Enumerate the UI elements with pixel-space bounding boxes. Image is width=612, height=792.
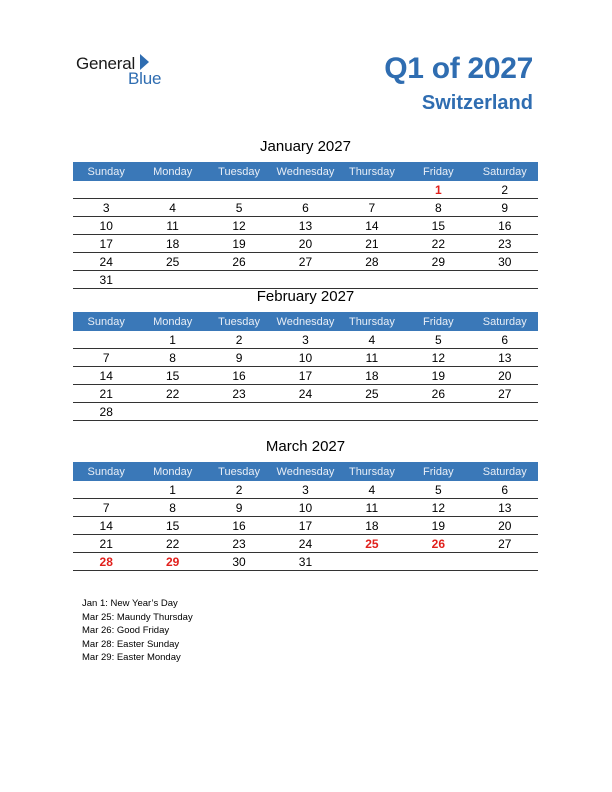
day-cell: 21	[73, 535, 139, 553]
day-cell	[339, 403, 405, 421]
holiday-note: Mar 29: Easter Monday	[82, 652, 181, 664]
day-cell: 6	[472, 481, 538, 499]
day-cell: 10	[272, 499, 338, 517]
day-cell	[339, 181, 405, 199]
day-cell: 1	[405, 181, 471, 199]
day-cell: 6	[472, 331, 538, 349]
week-row	[73, 271, 538, 289]
week-row	[73, 481, 538, 499]
day-cell	[73, 481, 139, 499]
week-row	[73, 385, 538, 403]
day-cell	[139, 271, 205, 289]
weekday-header-row	[73, 312, 538, 331]
day-cell: 7	[339, 199, 405, 217]
holiday-note: Mar 28: Easter Sunday	[82, 638, 180, 650]
day-cell	[73, 331, 139, 349]
month-january	[73, 137, 538, 289]
day-cell: 3	[272, 331, 338, 349]
day-cell: 3	[272, 481, 338, 499]
day-cell: 12	[206, 217, 272, 235]
week-row	[73, 253, 538, 271]
weekday-header: Thursday	[339, 312, 405, 331]
page-title: Q1 of 2027	[384, 52, 533, 85]
week-row	[73, 403, 538, 421]
weekday-header: Sunday	[73, 462, 139, 481]
holiday-note: Mar 26: Good Friday	[82, 625, 170, 637]
week-row	[73, 199, 538, 217]
day-cell: 11	[339, 349, 405, 367]
day-cell: 11	[139, 217, 205, 235]
weekday-header: Friday	[405, 462, 471, 481]
week-row	[73, 181, 538, 199]
day-cell: 29	[139, 553, 205, 571]
week-row	[73, 553, 538, 571]
week-row	[73, 235, 538, 253]
month-title: February 2027	[256, 288, 355, 305]
day-cell: 13	[472, 349, 538, 367]
day-cell: 9	[472, 199, 538, 217]
weekday-header: Tuesday	[206, 462, 272, 481]
day-cell: 17	[272, 517, 338, 535]
logo-blue-text: Blue	[128, 69, 162, 88]
day-cell: 14	[339, 217, 405, 235]
weekday-header: Thursday	[339, 462, 405, 481]
weekday-header: Monday	[139, 462, 205, 481]
week-row	[73, 331, 538, 349]
month-february	[73, 287, 538, 421]
day-cell: 4	[339, 481, 405, 499]
day-cell	[272, 403, 338, 421]
day-cell: 25	[339, 385, 405, 403]
week-row	[73, 349, 538, 367]
day-cell: 3	[73, 199, 139, 217]
holiday-note: Mar 25: Maundy Thursday	[82, 611, 193, 623]
day-cell	[405, 553, 471, 571]
weekday-header: Friday	[405, 162, 471, 181]
day-cell	[339, 271, 405, 289]
day-cell: 19	[405, 367, 471, 385]
day-cell: 17	[73, 235, 139, 253]
day-cell: 31	[73, 271, 139, 289]
day-cell: 10	[73, 217, 139, 235]
day-cell: 9	[206, 499, 272, 517]
day-cell: 15	[139, 517, 205, 535]
day-cell: 8	[405, 199, 471, 217]
day-cell: 1	[139, 481, 205, 499]
day-cell: 18	[339, 367, 405, 385]
month-title: March 2027	[265, 438, 346, 455]
day-cell: 21	[339, 235, 405, 253]
day-cell: 15	[405, 217, 471, 235]
day-cell: 27	[472, 385, 538, 403]
weekday-header: Wednesday	[272, 162, 338, 181]
day-cell: 26	[405, 535, 471, 553]
day-cell: 13	[272, 217, 338, 235]
day-cell	[139, 181, 205, 199]
holiday-notes	[82, 597, 193, 665]
day-cell: 15	[139, 367, 205, 385]
day-cell	[272, 181, 338, 199]
day-cell: 1	[139, 331, 205, 349]
day-cell: 28	[339, 253, 405, 271]
day-cell: 8	[139, 349, 205, 367]
day-cell: 24	[272, 385, 338, 403]
day-cell: 8	[139, 499, 205, 517]
day-cell	[405, 403, 471, 421]
day-cell: 2	[206, 331, 272, 349]
day-cell: 13	[472, 499, 538, 517]
month-march	[73, 437, 538, 571]
day-cell	[339, 553, 405, 571]
day-cell: 9	[206, 349, 272, 367]
day-cell: 2	[206, 481, 272, 499]
day-cell: 20	[472, 517, 538, 535]
day-cell	[139, 403, 205, 421]
country-name: Switzerland	[421, 92, 533, 114]
week-row	[73, 499, 538, 517]
day-cell	[206, 403, 272, 421]
day-cell: 2	[472, 181, 538, 199]
day-cell: 23	[206, 535, 272, 553]
weekday-header: Monday	[139, 312, 205, 331]
weekday-header: Monday	[139, 162, 205, 181]
day-cell: 23	[472, 235, 538, 253]
weekday-header: Saturday	[472, 162, 538, 181]
day-cell: 5	[206, 199, 272, 217]
day-cell: 19	[405, 517, 471, 535]
day-cell: 20	[472, 367, 538, 385]
week-row	[73, 217, 538, 235]
weekday-header: Saturday	[472, 462, 538, 481]
weekday-header: Saturday	[472, 312, 538, 331]
day-cell: 16	[472, 217, 538, 235]
day-cell	[73, 181, 139, 199]
day-cell: 30	[206, 553, 272, 571]
calendar-grid	[73, 162, 538, 289]
calendar-grid	[73, 462, 538, 571]
day-cell: 17	[272, 367, 338, 385]
logo-flag-icon	[140, 54, 149, 70]
day-cell: 27	[472, 535, 538, 553]
weekday-header: Tuesday	[206, 312, 272, 331]
brand-logo	[76, 52, 186, 88]
day-cell: 25	[339, 535, 405, 553]
week-row	[73, 517, 538, 535]
day-cell	[472, 271, 538, 289]
day-cell: 7	[73, 349, 139, 367]
day-cell: 27	[272, 253, 338, 271]
day-cell: 22	[139, 385, 205, 403]
weekday-header: Sunday	[73, 162, 139, 181]
day-cell: 30	[472, 253, 538, 271]
day-cell	[206, 271, 272, 289]
day-cell: 26	[405, 385, 471, 403]
weekday-header-row	[73, 162, 538, 181]
weekday-header: Friday	[405, 312, 471, 331]
day-cell: 28	[73, 403, 139, 421]
weekday-header: Sunday	[73, 312, 139, 331]
day-cell: 21	[73, 385, 139, 403]
day-cell: 24	[272, 535, 338, 553]
month-title: January 2027	[260, 138, 351, 155]
day-cell	[272, 271, 338, 289]
week-row	[73, 535, 538, 553]
day-cell: 25	[139, 253, 205, 271]
weekday-header: Wednesday	[272, 462, 338, 481]
day-cell: 20	[272, 235, 338, 253]
day-cell: 7	[73, 499, 139, 517]
day-cell: 18	[139, 235, 205, 253]
day-cell: 5	[405, 331, 471, 349]
day-cell	[472, 403, 538, 421]
day-cell: 12	[405, 499, 471, 517]
day-cell: 4	[139, 199, 205, 217]
day-cell: 19	[206, 235, 272, 253]
weekday-header: Wednesday	[272, 312, 338, 331]
day-cell: 6	[272, 199, 338, 217]
day-cell: 22	[139, 535, 205, 553]
day-cell: 16	[206, 367, 272, 385]
day-cell	[405, 271, 471, 289]
day-cell: 22	[405, 235, 471, 253]
day-cell: 4	[339, 331, 405, 349]
week-row	[73, 367, 538, 385]
weekday-header: Tuesday	[206, 162, 272, 181]
day-cell: 14	[73, 517, 139, 535]
day-cell: 24	[73, 253, 139, 271]
day-cell: 29	[405, 253, 471, 271]
day-cell: 18	[339, 517, 405, 535]
day-cell: 5	[405, 481, 471, 499]
day-cell: 12	[405, 349, 471, 367]
day-cell: 26	[206, 253, 272, 271]
calendar-grid	[73, 312, 538, 421]
day-cell: 23	[206, 385, 272, 403]
day-cell: 14	[73, 367, 139, 385]
day-cell: 16	[206, 517, 272, 535]
weekday-header: Thursday	[339, 162, 405, 181]
day-cell: 28	[73, 553, 139, 571]
day-cell: 31	[272, 553, 338, 571]
day-cell: 11	[339, 499, 405, 517]
logo-general-text: General	[76, 54, 136, 73]
day-cell	[472, 553, 538, 571]
weekday-header-row	[73, 462, 538, 481]
day-cell	[206, 181, 272, 199]
day-cell: 10	[272, 349, 338, 367]
holiday-note: Jan 1: New Year’s Day	[82, 598, 178, 609]
